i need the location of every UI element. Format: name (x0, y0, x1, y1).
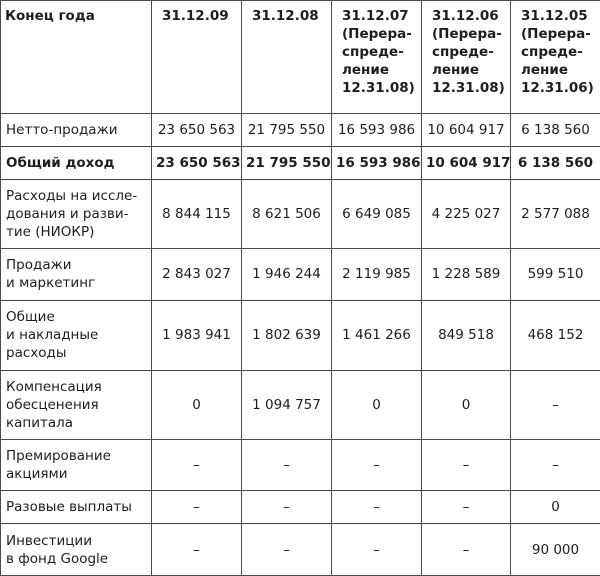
table-cell: – (422, 491, 511, 524)
row-label (1, 439, 152, 491)
table-cell: – (422, 439, 511, 491)
column-header-line: 12.31.06) (521, 80, 594, 96)
row-label (1, 180, 152, 249)
column-header-line: 31.12.05 (521, 8, 588, 24)
table-cell: – (422, 524, 511, 576)
table-cell: 1 946 244 (242, 249, 332, 301)
row-label (1, 370, 152, 439)
table-cell: – (152, 491, 242, 524)
table-row (1, 491, 600, 524)
column-header-line: 12.31.08) (432, 80, 505, 96)
row-label-line: Расходы на иссле- (6, 188, 138, 205)
column-header-line: 31.12.06 (432, 8, 499, 24)
column-header-line: (Перера- (521, 26, 591, 42)
table-cell: 0 (511, 491, 600, 524)
table-cell: 4 225 027 (422, 180, 511, 249)
row-label (1, 491, 152, 524)
row-label-line: Премирование (6, 448, 111, 465)
table-cell: – (332, 524, 422, 576)
table-cell: 10 604 917 (422, 147, 511, 180)
table-cell: 0 (332, 370, 422, 439)
corner-header: Конец года (1, 1, 152, 114)
table-cell: 21 795 550 (242, 147, 332, 180)
row-label-line: акциями (6, 466, 68, 483)
table-cell: – (152, 439, 242, 491)
table-cell: – (242, 491, 332, 524)
table-cell: 90 000 (511, 524, 600, 576)
header-row (1, 1, 600, 114)
table-row (1, 300, 600, 370)
table-cell: 2 577 088 (511, 180, 600, 249)
column-header (332, 1, 422, 114)
row-label-line: Продажи (6, 257, 72, 274)
table-cell: 849 518 (422, 300, 511, 370)
column-header-line: (Перера- (432, 26, 502, 42)
row-label-line: и накладные (6, 327, 99, 344)
column-header-line: спреде- (342, 44, 404, 60)
row-label-line: Компенсация (6, 378, 102, 395)
table-row (1, 249, 600, 301)
column-header-line: 31.12.07 (342, 8, 409, 24)
column-header-line: спреде- (432, 44, 494, 60)
table-cell: 23 650 563 (152, 147, 242, 180)
table-row (1, 524, 600, 576)
row-label (1, 114, 152, 147)
table-cell: 10 604 917 (422, 114, 511, 147)
column-header-line: 31.12.08 (252, 8, 319, 24)
table-cell: 0 (422, 370, 511, 439)
table-row (1, 147, 600, 180)
row-label (1, 300, 152, 370)
table-cell: 1 983 941 (152, 300, 242, 370)
row-label-line: капитала (6, 414, 74, 431)
row-label-line: тие (НИОКР) (6, 224, 95, 241)
table-cell: 1 802 639 (242, 300, 332, 370)
row-label-line: и маркетинг (6, 275, 96, 292)
column-header-line: ление (342, 62, 389, 78)
table-cell: 23 650 563 (152, 114, 242, 147)
row-label-line: в фонд Google (6, 550, 109, 567)
row-label (1, 524, 152, 576)
table-cell: 6 138 560 (511, 147, 600, 180)
column-header-line: 12.31.08) (342, 80, 415, 96)
table-cell: 468 152 (511, 300, 600, 370)
table-row (1, 114, 600, 147)
column-header-line: 31.12.09 (162, 8, 229, 24)
table-cell: 8 844 115 (152, 180, 242, 249)
table-cell: 2 843 027 (152, 249, 242, 301)
row-label-line: Общий доход (6, 155, 115, 171)
column-header (511, 1, 600, 114)
table-cell: 1 461 266 (332, 300, 422, 370)
table-cell: 16 593 986 (332, 147, 422, 180)
table-cell: – (242, 439, 332, 491)
row-label (1, 147, 152, 180)
table-cell: – (511, 370, 600, 439)
row-label-line: Нетто-продажи (6, 122, 118, 138)
table-cell: 1 228 589 (422, 249, 511, 301)
table-cell: 8 621 506 (242, 180, 332, 249)
column-header-line: ление (521, 62, 568, 78)
table-cell: – (332, 491, 422, 524)
row-label-line: дования и разви- (6, 206, 129, 223)
column-header-line: ление (432, 62, 479, 78)
table-row (1, 439, 600, 491)
table-cell: – (242, 524, 332, 576)
row-label-line: Общие (6, 309, 55, 326)
table-cell: – (152, 524, 242, 576)
row-label (1, 249, 152, 301)
column-header-line: спреде- (521, 44, 583, 60)
table-cell: – (511, 439, 600, 491)
row-label-line: расходы (6, 345, 67, 362)
table-row (1, 370, 600, 439)
row-label-line: Инвестиции (6, 532, 92, 549)
table-cell: 2 119 985 (332, 249, 422, 301)
table-cell: 1 094 757 (242, 370, 332, 439)
table-cell: 0 (152, 370, 242, 439)
table-cell: 21 795 550 (242, 114, 332, 147)
table-cell: 6 138 560 (511, 114, 600, 147)
row-label-line: обесценения (6, 396, 99, 413)
table-cell: – (332, 439, 422, 491)
column-header (152, 1, 242, 114)
column-header (422, 1, 511, 114)
column-header-line: (Перера- (342, 26, 412, 42)
column-header (242, 1, 332, 114)
row-label-line: Разовые выплаты (6, 499, 132, 516)
table-cell: 599 510 (511, 249, 600, 301)
table-row (1, 180, 600, 249)
table-cell: 6 649 085 (332, 180, 422, 249)
table-cell: 16 593 986 (332, 114, 422, 147)
